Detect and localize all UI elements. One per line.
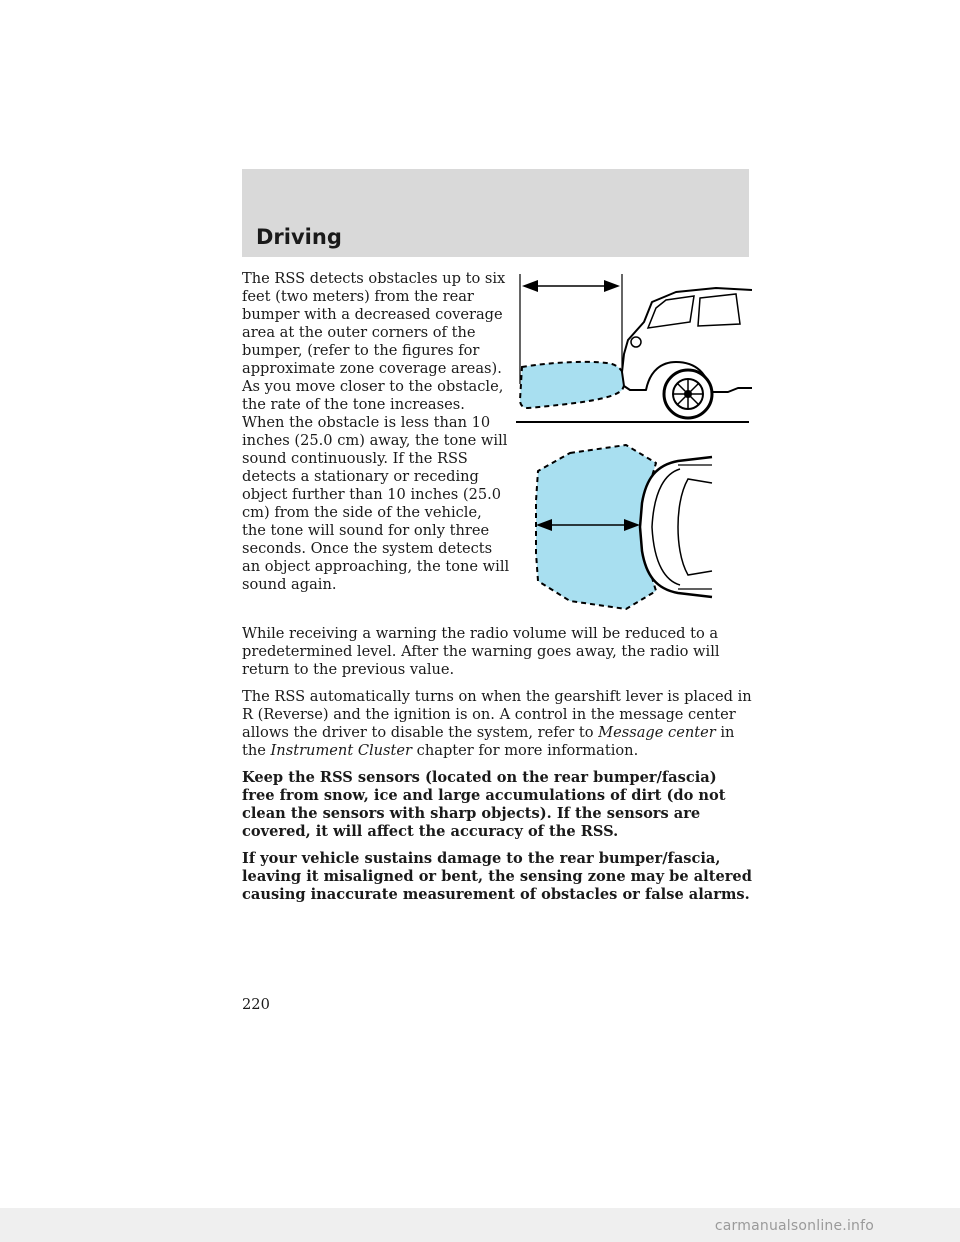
auto-on-paragraph: The RSS automatically turns on when the gearshift lever is placed in R (Reverse) and the ignition is on. A control in the message center allows the driver to disable the system, refer to Message center in the Instrument Cluster chapter for more information. — [242, 688, 752, 759]
instrument-cluster-reference: Instrument Cluster — [270, 742, 413, 759]
message-center-reference: Message center — [598, 724, 716, 741]
top-view-sensing-zone-figure — [530, 443, 716, 613]
arrow-head-left — [522, 280, 538, 292]
radio-volume-paragraph: While receiving a warning the radio volume will be reduced to a predetermined level. After the warning goes away, the radio will return to the previous value. — [242, 625, 720, 678]
section-title: Driving — [256, 225, 342, 249]
watermark-text: carmanualsonline.info — [714, 1218, 874, 1234]
body-text — [242, 625, 752, 913]
arrow-head-right — [604, 280, 620, 292]
side-view-sensing-zone-figure — [516, 272, 752, 426]
damage-warning-paragraph: If your vehicle sustains damage to the rear bumper/fascia, leaving it misaligned or bent, the sensing zone may be altered causing inaccurate measurement of obstacles or false alarms. — [242, 850, 752, 903]
footer-watermark-band — [0, 1208, 960, 1242]
intro-text-column — [242, 270, 510, 594]
sensors-warning-paragraph: Keep the RSS sensors (located on the rear bumper/fascia) free from snow, ice and large accumulations of dirt (do not clean the sensors with sharp objects). If the sensors are covered, it will affect the accuracy of the RSS. — [242, 769, 726, 840]
sensing-zone-side — [520, 362, 625, 408]
section-header-band — [242, 169, 749, 257]
vehicle-top-outline — [640, 457, 712, 597]
page-number: 220 — [242, 996, 270, 1013]
intro-paragraph: The RSS detects obstacles up to six feet (two meters) from the rear bumper with a decreased coverage area at the outer corners of the bumper, (refer to the figures for approximate zone coverage areas). As you move closer to the obstacle, the rate of the tone increases. When the obstacle is less than 10 inches (25.0 cm) away, the tone will sound continuously. If the RSS detects a stationary or receding object further than 10 inches (25.0 cm) from the side of the vehicle, the tone will sound for only three seconds. Once the system detects an object approaching, the tone will sound again. — [242, 270, 510, 593]
sensing-zone-top — [536, 445, 656, 609]
